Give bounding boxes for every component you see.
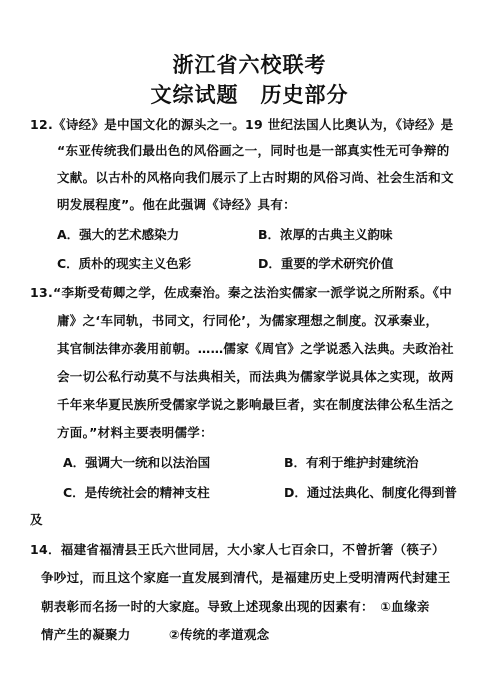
exam-title: 浙江省六校联考 <box>172 52 327 77</box>
q13-option-d: D．通过法典化、制度化得到普 <box>284 485 457 500</box>
q13-option-c: C．是传统社会的精神支柱 <box>63 485 210 500</box>
q13-line-2: 庸》之‘车同轨，书同文，行同伦’，为儒家理想之制度。汉承秦业， <box>57 313 439 328</box>
q13-line-3: 其官制法律亦袭用前朝。……儒家《周官》之学说悉入法典。夫政治社 <box>57 341 454 356</box>
q13-option-b: B．有利于维护封建统治 <box>284 455 419 470</box>
q14-line-2: 争吵过，而且这个家庭一直发展到清代，是福建历史上受明清两代封建王 <box>41 570 451 585</box>
q13-option-a: A．强调大一统和以法治国 <box>63 455 211 470</box>
q12-line-3: 文献。以古朴的风格向我们展示了上古时期的风俗习尚、社会生活和文 <box>57 170 454 185</box>
q12-line-2: “东亚传统我们最出色的风俗画之一，同时也是一部真实性无可争辩的 <box>57 143 450 158</box>
q12-line-1: 12.《诗经》是中国文化的源头之一。19 世纪法国人比奥认为，《诗经》是 <box>30 117 454 132</box>
q12-option-b: B．浓厚的古典主义韵味 <box>258 227 393 242</box>
q14-line-1: 14．福建省福清县王氏六世同居，大小家人七百余口，不曾折箸（筷子） <box>30 542 445 557</box>
q13-line-1: 13.“李斯受荀卿之学，佐成秦治。秦之法治实儒家一派学说之所附系。《中 <box>30 285 453 300</box>
q14-line-4: 情产生的凝聚力 ②传统的孝道观念 <box>41 627 270 642</box>
exam-subtitle: 文综试题 历史部分 <box>150 82 349 107</box>
q13-line-4: 会一切公私行动莫不与法典相关，而法典为儒家学说具体之实现，故两 <box>57 369 454 384</box>
q13-line-5: 千年来华夏民族所受儒家学说之影响最巨者，实在制度法律公私生活之 <box>57 397 454 412</box>
q12-option-d: D．重要的学术研究价值 <box>258 256 394 271</box>
q14-line-3: 朝表彰而名扬一时的大家庭。导致上述现象出现的因素有： ①血缘亲 <box>41 599 430 614</box>
q12-option-c: C．质朴的现实主义色彩 <box>57 256 192 271</box>
q12-line-4: 明发展程度”。他在此强调《诗经》具有： <box>57 197 296 212</box>
q13-line-6: 方面。”材料主要表明儒学： <box>57 425 213 440</box>
q12-option-a: A．强大的艺术感染力 <box>57 227 180 242</box>
q13-option-d-wrap: 及 <box>30 512 43 527</box>
